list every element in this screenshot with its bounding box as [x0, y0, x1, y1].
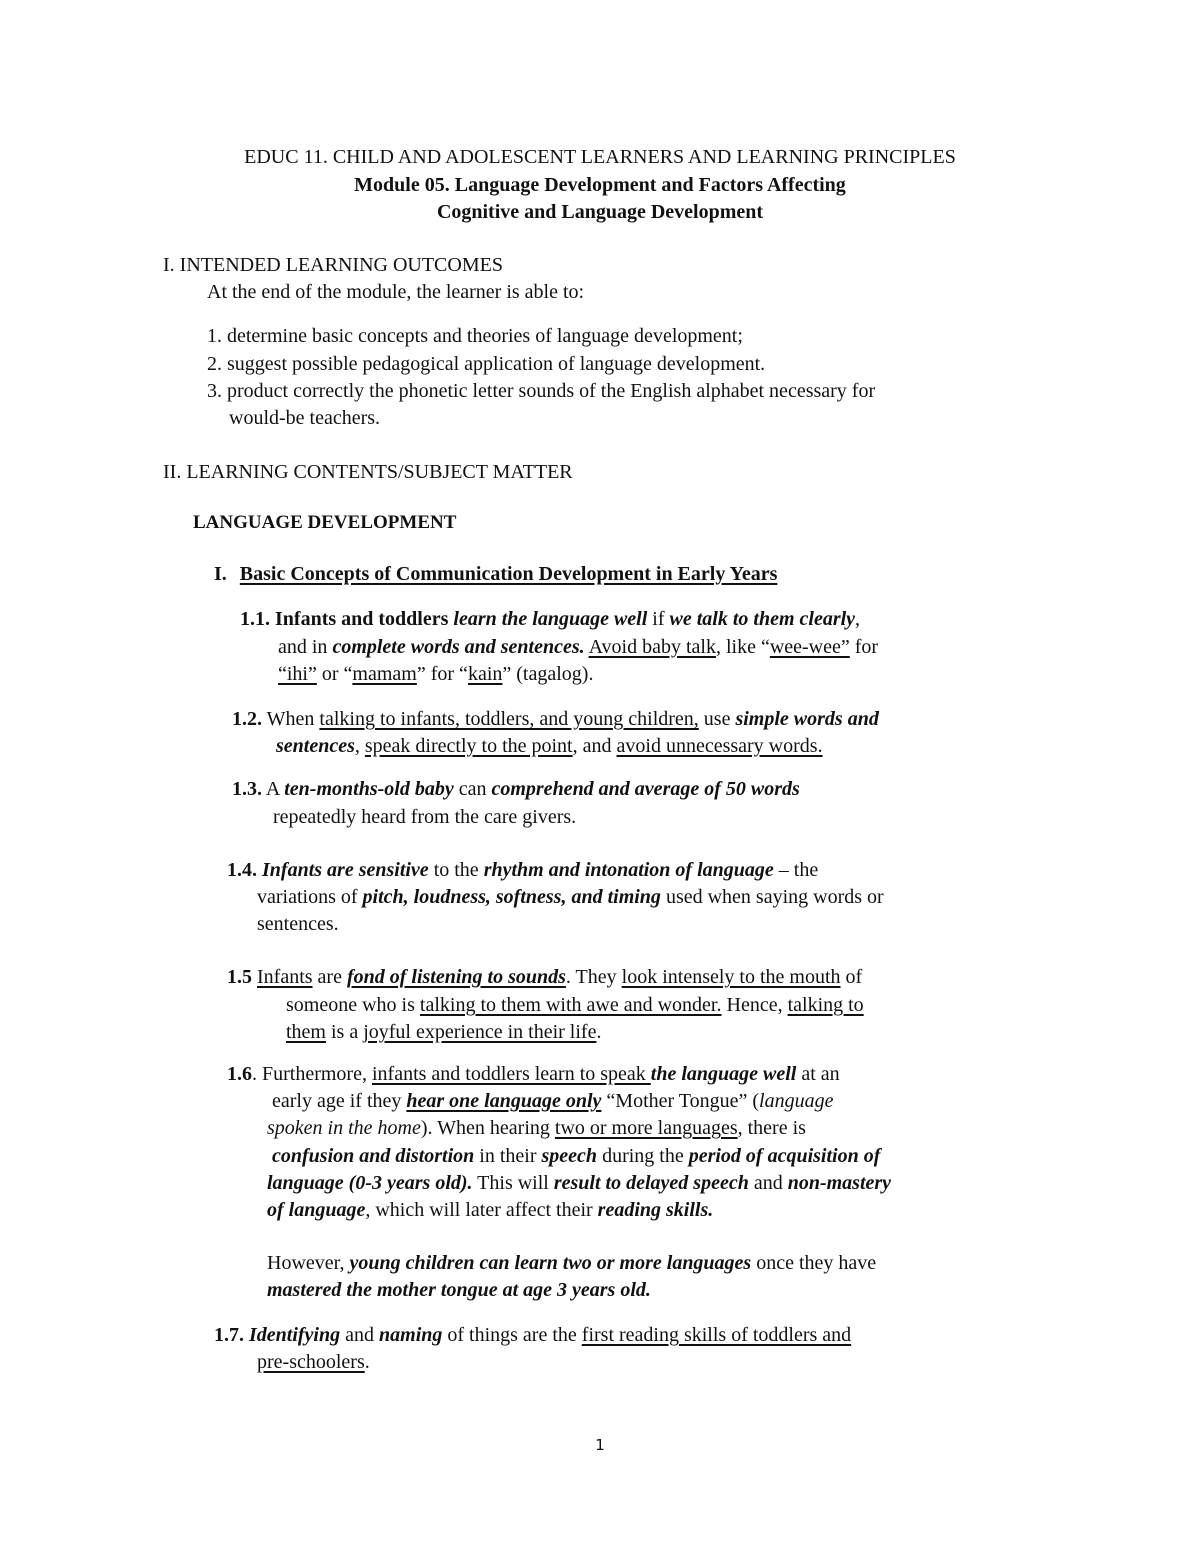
- paragraph-1-2-line1: 1.2. When talking to infants, toddlers, and young children, use simple words and: [232, 708, 879, 730]
- topic-title: Basic Concepts of Communication Development in Early Years: [239, 563, 778, 585]
- paragraph-1-5-line2: someone who is talking to them with awe and wonder. Hence, talking to: [286, 994, 864, 1016]
- paragraph-1-4-line1: 1.4. Infants are sensitive to the rhythm and intonation of language – the: [227, 859, 819, 881]
- outcome-item-2: 2. suggest possible pedagogical application of language development.: [207, 353, 766, 375]
- paragraph-1-1-line2: and in complete words and sentences. Avoid baby talk, like “wee-wee” for: [278, 636, 879, 658]
- section-heading-outcomes: I. INTENDED LEARNING OUTCOMES: [163, 254, 503, 276]
- paragraph-1-7-line1: 1.7. Identifying and naming of things are the first reading skills of toddlers and: [214, 1324, 852, 1346]
- paragraph-1-4-line2: variations of pitch, loudness, softness, and timing used when saying words or: [257, 886, 884, 908]
- paragraph-1-5-line3: them is a joyful experience in their life.: [286, 1021, 602, 1043]
- subheading-language-development: LANGUAGE DEVELOPMENT: [193, 512, 457, 533]
- paragraph-1-3-line2: repeatedly heard from the care givers.: [273, 806, 577, 828]
- outcome-item-3: 3. product correctly the phonetic letter sounds of the English alphabet necessary for: [207, 380, 876, 402]
- paragraph-1-2-line2: sentences, speak directly to the point, and avoid unnecessary words.: [276, 735, 823, 757]
- outcomes-intro: At the end of the module, the learner is able to:: [207, 281, 585, 303]
- module-title-line2: Cognitive and Language Development: [436, 201, 764, 223]
- paragraph-1-6-line8: mastered the mother tongue at age 3 years old.: [267, 1279, 651, 1301]
- paragraph-1-6-line2: early age if they hear one language only “Mother Tongue” (language: [272, 1090, 834, 1112]
- paragraph-1-1-line3: “ihi” or “mamam” for “kain” (tagalog).: [278, 663, 594, 685]
- paragraph-1-7-line2: pre-schoolers.: [257, 1351, 370, 1373]
- module-title-line1: Module 05. Language Development and Factors Affecting: [354, 174, 846, 196]
- outcome-item-1: 1. determine basic concepts and theories of language development;: [207, 325, 743, 347]
- paragraph-1-6-line7: However, young children can learn two or more languages once they have: [267, 1252, 877, 1274]
- paragraph-1-1-line1: 1.1. Infants and toddlers learn the language well if we talk to them clearly,: [240, 608, 861, 630]
- paragraph-1-3-line1: 1.3. A ten-months-old baby can comprehend and average of 50 words: [232, 778, 800, 800]
- topic-heading: [214, 564, 777, 584]
- page-number: 1: [595, 1436, 605, 1454]
- paragraph-1-6-line5: language (0-3 years old). This will result to delayed speech and non-mastery: [267, 1172, 892, 1194]
- section-heading-contents: II. LEARNING CONTENTS/SUBJECT MATTER: [163, 461, 573, 483]
- topic-number: I.: [214, 563, 227, 585]
- paragraph-1-6-line6: of language, which will later affect their reading skills.: [267, 1199, 714, 1221]
- paragraph-1-6-line4: confusion and distortion in their speech during the period of acquisition of: [272, 1145, 881, 1167]
- paragraph-1-6-line3: spoken in the home). When hearing two or more languages, there is: [267, 1117, 806, 1139]
- paragraph-1-6-line1: 1.6. Furthermore, infants and toddlers learn to speak the language well at an: [227, 1063, 840, 1085]
- paragraph-1-5-line1: 1.5 Infants are fond of listening to sounds. They look intensely to the mouth of: [227, 966, 863, 988]
- paragraph-1-4-line3: sentences.: [257, 913, 339, 935]
- course-title: EDUC 11. CHILD AND ADOLESCENT LEARNERS AND LEARNING PRINCIPLES: [244, 146, 956, 168]
- outcome-item-3-cont: would-be teachers.: [229, 407, 381, 429]
